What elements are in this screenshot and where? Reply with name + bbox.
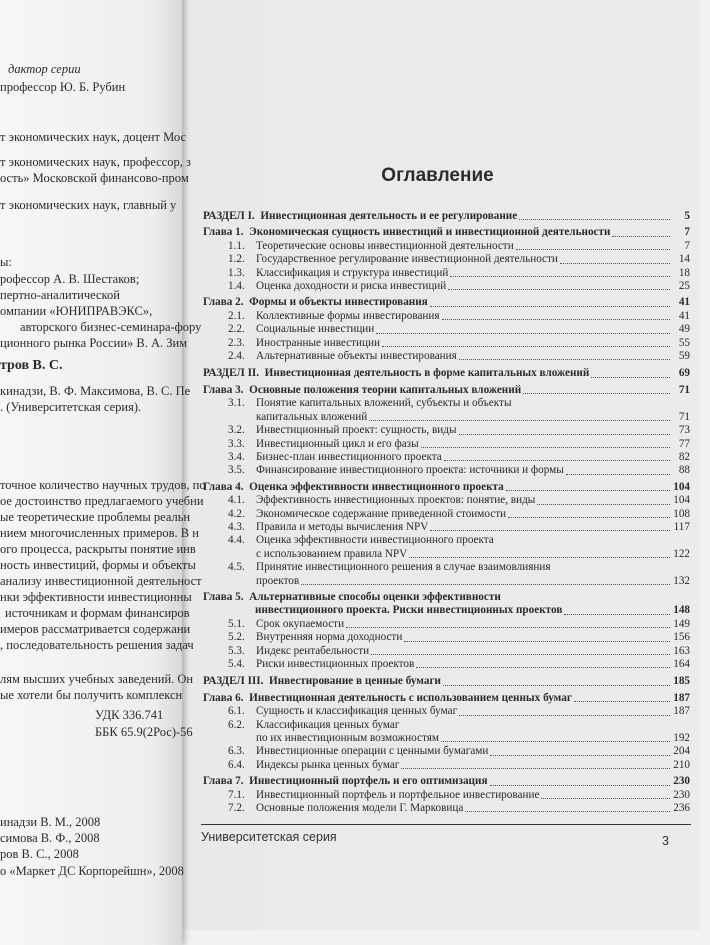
toc-entry-page: 104 bbox=[673, 480, 690, 493]
toc-entry-sub[interactable] bbox=[203, 521, 690, 534]
toc-entry-title: по их инвестиционным возможностям bbox=[256, 732, 439, 745]
left-page-line: т экономических наук, профессор, з bbox=[0, 155, 191, 169]
toc-entry-number: Глава 1. bbox=[203, 226, 250, 239]
toc-entry-page: 77 bbox=[678, 437, 690, 450]
toc-entry-title: Инвестиционная деятельность с использованием ценных бумаг bbox=[249, 691, 572, 704]
toc-entry-number: 3.4. bbox=[228, 450, 245, 463]
toc-entry-sub[interactable] bbox=[203, 310, 690, 323]
left-page-line: , последовательность решения задач bbox=[0, 638, 194, 652]
toc-entry-number: Глава 3. bbox=[203, 383, 250, 396]
toc-entry-number: 6.2. bbox=[228, 718, 245, 731]
left-page-line: т экономических наук, доцент Мос bbox=[0, 130, 186, 144]
dot-leader bbox=[541, 798, 670, 799]
toc-entry-title: Инвестиционный портфель и портфельное инвестирование bbox=[256, 788, 540, 801]
dot-leader bbox=[421, 447, 670, 448]
toc-entry-page: 122 bbox=[673, 547, 690, 560]
table-of-contents-page bbox=[165, 0, 700, 930]
toc-entry-number: Глава 6. bbox=[203, 691, 250, 704]
toc-entry-title: Инвестиционные операции с ценными бумагами bbox=[256, 745, 489, 758]
toc-entry-title: Теоретические основы инвестиционной деятельности bbox=[256, 239, 514, 252]
toc-entry-title: Инвестиционный портфель и его оптимизация bbox=[249, 775, 488, 788]
toc-entry-chapter[interactable] bbox=[203, 296, 690, 309]
toc-entry-title: Индексы рынка ценных бумаг bbox=[256, 758, 400, 771]
left-page-line: ые теоретические проблемы реальн bbox=[0, 510, 191, 524]
left-page-line: лям высших учебных заведений. Он bbox=[0, 672, 194, 686]
left-page-line: т экономических наук, главный у bbox=[0, 198, 177, 212]
dot-leader bbox=[459, 359, 670, 360]
toc-entry-sub[interactable] bbox=[203, 280, 690, 293]
dot-leader bbox=[612, 236, 670, 237]
toc-entry-number: 2.1. bbox=[228, 309, 245, 322]
left-page-line: инадзи В. М., 2008 bbox=[0, 815, 101, 829]
toc-entry-sub[interactable] bbox=[203, 745, 690, 758]
toc-entry-sub[interactable] bbox=[203, 494, 690, 507]
toc-entry-sub[interactable] bbox=[203, 705, 690, 718]
toc-entry-title: Иностранные инвестиции bbox=[256, 336, 380, 349]
toc-entry-page: 5 bbox=[684, 210, 690, 222]
toc-entry-number: 4.3. bbox=[228, 520, 245, 533]
left-page-line: анализу инвестиционной деятельност bbox=[0, 574, 202, 588]
toc-entry-number: 1.2. bbox=[228, 253, 245, 266]
dot-leader bbox=[519, 219, 670, 220]
toc-entry-page: 163 bbox=[673, 644, 690, 657]
toc-entry-title: Инвестиционный проект: сущность, виды bbox=[256, 424, 457, 437]
toc-entry-section[interactable] bbox=[203, 210, 690, 223]
dot-leader bbox=[459, 434, 671, 435]
toc-entry-number: 5.3. bbox=[228, 644, 245, 657]
toc-entry-page: 108 bbox=[673, 507, 690, 520]
toc-entry-sub[interactable] bbox=[203, 350, 690, 363]
toc-entry-title: Инвестиционная деятельность в форме капитальных вложений bbox=[264, 367, 590, 380]
dot-leader bbox=[566, 474, 670, 475]
toc-entry-sub[interactable] bbox=[203, 337, 690, 350]
toc-entry-title: Классификация и структура инвестиций bbox=[256, 266, 449, 279]
page-number: 3 bbox=[662, 834, 669, 848]
toc-entry-title: Оценка эффективности инвестиционного проекта bbox=[256, 534, 494, 547]
toc-entry-title: Государственное регулирование инвестиционной деятельности bbox=[256, 253, 558, 266]
toc-entry-number: РАЗДЕЛ I. bbox=[203, 210, 261, 222]
toc-entry-sub[interactable] bbox=[203, 789, 690, 802]
toc-entry-number: 1.1. bbox=[228, 239, 245, 252]
dot-leader bbox=[459, 715, 670, 716]
toc-entry-page: 55 bbox=[678, 336, 690, 349]
toc-entry-sub[interactable] bbox=[203, 802, 690, 815]
toc-entry-page: 88 bbox=[678, 464, 690, 477]
toc-entry-sub[interactable] bbox=[203, 719, 690, 746]
toc-entry-number: 7.1. bbox=[228, 788, 245, 801]
toc-entry-number: 6.1. bbox=[228, 705, 245, 718]
toc-entry-number: 4.5. bbox=[228, 561, 245, 574]
toc-entry-title: Правила и методы вычисления NPV bbox=[256, 520, 429, 533]
toc-entry-title: Инвестирование в ценные бумаги bbox=[269, 675, 441, 688]
toc-entry-sub[interactable] bbox=[203, 438, 690, 451]
left-page-text bbox=[0, 0, 206, 930]
toc-entry-page: 71 bbox=[678, 383, 690, 396]
toc-entry-page: 71 bbox=[678, 410, 690, 423]
toc-entry-page: 192 bbox=[673, 732, 690, 745]
toc-entry-page: 69 bbox=[678, 367, 690, 380]
left-page-line: дактор серии bbox=[8, 62, 81, 76]
dot-leader bbox=[416, 667, 670, 668]
left-page-line: ы: bbox=[0, 255, 12, 269]
left-page-line: профессор Ю. Б. Рубин bbox=[0, 80, 126, 94]
toc-entry-section[interactable] bbox=[203, 367, 690, 380]
toc-entry-sub[interactable] bbox=[203, 759, 690, 772]
toc-entry-number: Глава 4. bbox=[203, 480, 250, 493]
toc-entry-chapter[interactable] bbox=[203, 226, 690, 239]
left-page-line: нки эффективности инвестиционны bbox=[0, 590, 192, 604]
toc-entry-title: Внутренняя норма доходности bbox=[256, 631, 403, 644]
dot-leader bbox=[444, 460, 670, 461]
left-page-line: источникам и формам финансиров bbox=[5, 606, 190, 620]
left-page bbox=[0, 0, 206, 945]
toc-entry-title: Коллективные формы инвестирования bbox=[256, 309, 440, 322]
toc-entry-title: инвестиционного проекта. Риски инвестиционных проектов bbox=[255, 604, 563, 617]
toc-entry-number: 4.2. bbox=[228, 507, 245, 520]
toc-entry-number: 5.4. bbox=[228, 658, 245, 670]
toc-entry-sub[interactable] bbox=[203, 323, 690, 336]
left-page-line: ого процесса, раскрыты понятие инв bbox=[0, 542, 196, 556]
toc-entry-number: 3.2. bbox=[228, 424, 245, 437]
toc-entry-title: Оценка эффективности инвестиционного проекта bbox=[249, 480, 504, 493]
dot-leader bbox=[404, 641, 670, 642]
toc-entry-number: 2.3. bbox=[228, 336, 245, 349]
left-page-line: тров В. С. bbox=[0, 358, 63, 373]
dot-leader bbox=[490, 785, 671, 786]
left-page-line: симова В. Ф., 2008 bbox=[0, 831, 100, 845]
toc-entry-page: 187 bbox=[673, 705, 690, 718]
toc-entry-title: с использованием правила NPV bbox=[256, 547, 408, 560]
toc-entry-title: Риски инвестиционных проектов bbox=[256, 658, 415, 670]
dot-leader bbox=[376, 333, 670, 334]
toc-entry-page: 82 bbox=[678, 450, 690, 463]
dot-leader bbox=[430, 306, 670, 307]
left-page-line: пертно-аналитической bbox=[0, 288, 120, 302]
toc-entry-title: Оценка доходности и риска инвестиций bbox=[256, 280, 447, 293]
toc-entry-page: 204 bbox=[673, 745, 690, 758]
toc-entry-sub[interactable] bbox=[203, 645, 690, 658]
toc-entry-chapter[interactable] bbox=[203, 692, 690, 705]
footer-divider bbox=[201, 824, 691, 825]
toc-entry-title: Основные положения модели Г. Марковица bbox=[256, 802, 464, 815]
dot-leader bbox=[346, 627, 670, 628]
toc-entry-title: Альтернативные способы оценки эффективности bbox=[249, 590, 501, 603]
left-page-line: рофессор А. В. Шестаков; bbox=[0, 272, 140, 286]
dot-leader bbox=[564, 614, 670, 615]
toc-entry-title: Эффективность инвестиционных проектов: понятие, виды bbox=[256, 494, 536, 507]
toc-entry-title: Экономическая сущность инвестиций и инвестиционной деятельности bbox=[249, 226, 611, 239]
left-page-line: ционного рынка России» В. А. Зим bbox=[0, 336, 188, 350]
toc-entry-title: Основные положения теории капитальных вложений bbox=[249, 383, 522, 396]
toc-entry-page: 49 bbox=[678, 323, 690, 336]
toc-entry-number: 4.4. bbox=[228, 534, 245, 547]
dot-leader bbox=[401, 768, 670, 769]
toc-entry-sub[interactable] bbox=[203, 397, 690, 424]
toc-entry-page: 25 bbox=[678, 280, 690, 293]
toc-entry-title: Альтернативные объекты инвестирования bbox=[256, 350, 457, 363]
left-page-line: . (Университетская серия). bbox=[0, 400, 142, 414]
toc-entry-page: 210 bbox=[673, 758, 690, 771]
toc-entry-sub[interactable] bbox=[203, 253, 690, 266]
toc-entry-page: 59 bbox=[678, 350, 690, 363]
toc-entry-title: Финансирование инвестиционного проекта: источники и формы bbox=[256, 464, 564, 477]
dot-leader bbox=[591, 377, 670, 378]
series-name: Университетская серия bbox=[201, 830, 337, 844]
toc-entry-page: 41 bbox=[678, 296, 690, 309]
toc-entry-title: капитальных вложений bbox=[256, 410, 368, 423]
toc-entry-title: Бизнес-план инвестиционного проекта bbox=[256, 450, 442, 463]
toc-entry-page: 236 bbox=[673, 802, 690, 815]
toc-entry-page: 230 bbox=[673, 775, 690, 788]
toc-entry-sub[interactable] bbox=[203, 508, 690, 521]
toc-entry-number: 6.4. bbox=[228, 758, 245, 771]
toc-entry-number: Глава 7. bbox=[203, 775, 250, 788]
toc-entry-sub[interactable] bbox=[203, 240, 690, 253]
toc-entry-sub[interactable] bbox=[203, 631, 690, 644]
toc-entry-chapter[interactable] bbox=[203, 591, 690, 618]
toc-entry-number: 2.2. bbox=[228, 323, 245, 336]
toc-entry-sub[interactable] bbox=[203, 464, 690, 477]
dot-leader bbox=[441, 741, 670, 742]
toc-entry-title: Инвестиционный цикл и его фазы bbox=[256, 437, 419, 450]
toc-entry-page: 73 bbox=[678, 424, 690, 437]
toc-entry-title: Формы и объекты инвестирования bbox=[249, 296, 428, 309]
dot-leader bbox=[409, 557, 670, 558]
toc-entry-page: 7 bbox=[684, 239, 690, 252]
toc-entry-page: 104 bbox=[673, 494, 690, 507]
toc-entry-title: Индекс рентабельности bbox=[256, 644, 370, 657]
toc-entry-page: 187 bbox=[673, 691, 690, 704]
toc-entry-sub[interactable] bbox=[203, 658, 690, 671]
toc-entry-number: 1.4. bbox=[228, 280, 245, 293]
toc-entry-number: 1.3. bbox=[228, 266, 245, 279]
left-page-line: имеров рассматривается содержани bbox=[0, 622, 191, 636]
left-page-line: ость» Московской финансово-пром bbox=[0, 171, 189, 185]
toc-entry-sub[interactable] bbox=[203, 561, 690, 588]
toc-entry-page: 230 bbox=[673, 788, 690, 801]
left-page-line: ность инвестиций, формы и объекты bbox=[0, 558, 196, 572]
toc-entry-sub[interactable] bbox=[203, 534, 690, 561]
toc-entry-number: РАЗДЕЛ III. bbox=[203, 675, 270, 688]
left-page-line: нием многочисленных примеров. В н bbox=[0, 526, 199, 540]
toc-entry-sub[interactable] bbox=[203, 424, 690, 437]
dot-leader bbox=[430, 530, 670, 531]
toc-entry-number: 3.1. bbox=[228, 397, 245, 410]
left-page-line: УДК 336.741 bbox=[95, 708, 164, 722]
toc-entry-sub[interactable] bbox=[203, 451, 690, 464]
dot-leader bbox=[465, 811, 670, 812]
toc-entry-page: 41 bbox=[678, 309, 690, 322]
toc-entry-page: 149 bbox=[673, 617, 690, 630]
toc-entry-title: Понятие капитальных вложений, субъекты и объекты bbox=[256, 397, 512, 410]
left-page-line: омпании «ЮНИПРАВЭКС», bbox=[0, 304, 153, 318]
toc-entry-title: Экономическое содержание приведенной стоимости bbox=[256, 507, 507, 520]
toc-entry-page: 132 bbox=[673, 574, 690, 587]
toc-entry-sub[interactable] bbox=[203, 618, 690, 631]
dot-leader bbox=[442, 319, 670, 320]
toc-entry-title: Инвестиционная деятельность и ее регулирование bbox=[260, 210, 518, 222]
dot-leader bbox=[490, 755, 670, 756]
toc-entry-number: 4.1. bbox=[228, 494, 245, 507]
toc-entry-title: Классификация ценных бумаг bbox=[256, 718, 400, 731]
toc-entry-number: 7.2. bbox=[228, 802, 245, 815]
toc-entry-number: 5.1. bbox=[228, 617, 245, 630]
left-page-line: ые хотели бы получить комплексн bbox=[0, 688, 183, 702]
toc-entry-number: 2.4. bbox=[228, 350, 245, 363]
dot-leader bbox=[560, 263, 670, 264]
left-page-line: авторского бизнес-семинара-фору bbox=[20, 320, 202, 334]
left-page-line: о «Маркет ДС Корпорейшн», 2008 bbox=[0, 864, 184, 878]
toc-entry-page: 117 bbox=[673, 520, 690, 533]
dot-leader bbox=[537, 504, 670, 505]
toc-entry-chapter[interactable] bbox=[203, 384, 690, 397]
dot-leader bbox=[301, 584, 670, 585]
left-page-line: точное количество научных трудов, по bbox=[0, 478, 206, 492]
toc-entry-title: проектов bbox=[256, 574, 300, 587]
dot-leader bbox=[450, 276, 670, 277]
left-page-line: кинадзи, В. Ф. Максимова, В. С. Пе bbox=[0, 384, 191, 398]
toc-entry-page: 18 bbox=[678, 266, 690, 279]
left-page-line: ров В. С., 2008 bbox=[0, 847, 79, 861]
dot-leader bbox=[371, 654, 670, 655]
toc-entry-page: 156 bbox=[673, 631, 690, 644]
toc-entry-number: 5.2. bbox=[228, 631, 245, 644]
toc-entry-number: 3.3. bbox=[228, 437, 245, 450]
toc-entry-title: Принятие инвестиционного решения в случае взаимовлияния bbox=[256, 561, 551, 574]
page-title: Оглавление bbox=[381, 165, 494, 186]
toc-entry-page: 7 bbox=[684, 226, 690, 239]
toc-entry-chapter[interactable] bbox=[203, 481, 690, 494]
dot-leader bbox=[369, 420, 670, 421]
toc-entry-number: Глава 5. bbox=[203, 590, 250, 603]
toc-entry-page: 148 bbox=[673, 604, 690, 617]
left-page-line: ое достоинство предлагаемого учебни bbox=[0, 494, 204, 508]
dot-leader bbox=[508, 517, 670, 518]
toc-entry-sub[interactable] bbox=[203, 267, 690, 280]
dot-leader bbox=[448, 289, 670, 290]
toc-entry-title: Сущность и классификация ценных бумаг bbox=[256, 705, 458, 718]
dot-leader bbox=[382, 346, 670, 347]
toc-entry-title: Срок окупаемости bbox=[256, 617, 345, 630]
toc-entry-page: 164 bbox=[673, 658, 690, 670]
toc-entry-number: 6.3. bbox=[228, 745, 245, 758]
toc-list bbox=[203, 206, 690, 815]
dot-leader bbox=[523, 393, 670, 394]
toc-entry-page: 14 bbox=[678, 253, 690, 266]
dot-leader bbox=[506, 490, 670, 491]
toc-entry-section[interactable] bbox=[203, 675, 690, 688]
toc-entry-title: Социальные инвестиции bbox=[256, 323, 375, 336]
toc-entry-number: Глава 2. bbox=[203, 296, 250, 309]
left-page-line: ББК 65.9(2Рос)-56 bbox=[95, 725, 193, 739]
dot-leader bbox=[574, 701, 670, 702]
toc-entry-page: 185 bbox=[673, 675, 690, 688]
toc-entry-number: РАЗДЕЛ II. bbox=[203, 367, 265, 380]
dot-leader bbox=[516, 249, 670, 250]
toc-entry-chapter[interactable] bbox=[203, 775, 690, 788]
dot-leader bbox=[443, 685, 670, 686]
toc-entry-number: 3.5. bbox=[228, 464, 245, 477]
